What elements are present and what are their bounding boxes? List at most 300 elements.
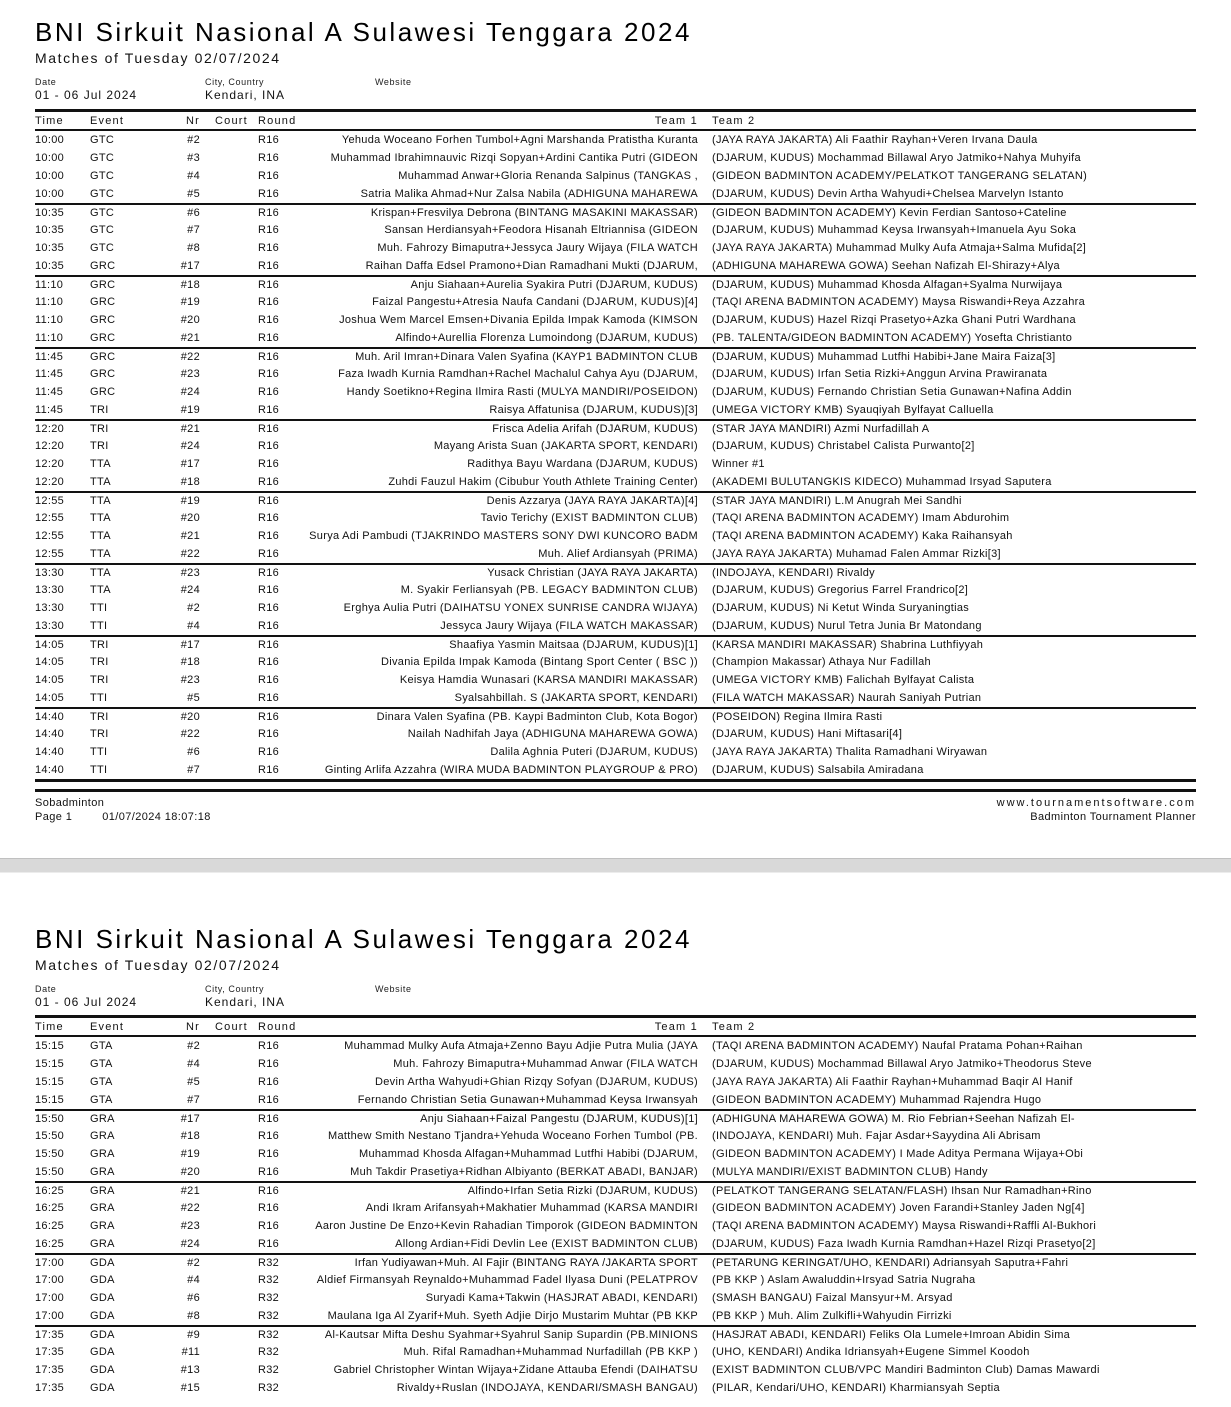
print-timestamp: 01/07/2024 18:07:18 xyxy=(102,811,211,823)
cell-team1: Nailah Nadhifah Jaya (ADHIGUNA MAHAREWA GOWA) xyxy=(407,728,698,740)
cell-round: R16 xyxy=(258,368,280,380)
cell-round: R32 xyxy=(258,1274,280,1286)
cell-match-number: #17 xyxy=(180,639,200,651)
cell-time: 16:25 xyxy=(35,1220,65,1232)
cell-team2: (DJARUM, KUDUS) Hazel Rizqi Prasetyo+Azka Ghani Putri Wardhana xyxy=(712,314,1076,326)
cell-time: 17:00 xyxy=(35,1310,65,1322)
cell-team2: (TAQI ARENA BADMINTON ACADEMY) Kaka Raihansyah xyxy=(712,530,1013,542)
match-row xyxy=(35,1253,1196,1271)
cell-match-number: #21 xyxy=(180,530,200,542)
cell-event: GDA xyxy=(90,1310,115,1322)
col-header-team1: Team 1 xyxy=(654,114,698,127)
cell-event: TTA xyxy=(90,530,111,542)
footer-separator xyxy=(35,789,1196,792)
cell-match-number: #8 xyxy=(187,1310,200,1322)
cell-team2: (DJARUM, KUDUS) Devin Artha Wahyudi+Chelsea Marvelyn Istanto xyxy=(712,188,1064,200)
cell-time: 10:35 xyxy=(35,260,65,272)
cell-time: 11:45 xyxy=(35,386,64,398)
match-row xyxy=(35,1145,1196,1163)
cell-round: R16 xyxy=(258,728,280,740)
cell-team1: Devin Artha Wahyudi+Ghian Rizqy Sofyan (DJARUM, KUDUS) xyxy=(375,1076,698,1088)
col-header-event: Event xyxy=(90,1020,125,1033)
cell-time: 13:30 xyxy=(35,567,65,579)
tournament-title: BNI Sirkuit Nasional A Sulawesi Tenggara 2024 xyxy=(35,17,692,47)
cell-time: 10:00 xyxy=(35,170,65,182)
match-row xyxy=(35,653,1196,671)
matches-date-subtitle: Matches of Tuesday 02/07/2024 xyxy=(35,957,281,973)
cell-team2: (STAR JAYA MANDIRI) L.M Anugrah Mei Sandhi xyxy=(712,495,962,507)
match-row xyxy=(35,509,1196,527)
cell-team2: (FILA WATCH MAKASSAR) Naurah Saniyah Putrian xyxy=(712,692,982,704)
cell-match-number: #24 xyxy=(180,584,200,596)
cell-event: GRC xyxy=(90,260,116,272)
cell-team1: Tavio Terichy (EXIST BADMINTON CLUB) xyxy=(480,512,698,524)
cell-team1: Gabriel Christopher Wintan Wijaya+Zidane Attauba Efendi (DAIHATSU xyxy=(333,1364,698,1376)
match-row xyxy=(35,725,1196,743)
match-row xyxy=(35,761,1196,779)
cell-round: R16 xyxy=(258,620,280,632)
match-row xyxy=(35,383,1196,401)
col-header-round: Round xyxy=(258,114,297,127)
match-row xyxy=(35,599,1196,617)
cell-team1: Handy Soetikno+Regina Ilmira Rasti (MULYA MANDIRI/POSEIDON) xyxy=(346,386,698,398)
match-row xyxy=(35,1037,1196,1055)
match-row xyxy=(35,203,1196,221)
cell-match-number: #4 xyxy=(187,1274,200,1286)
match-row xyxy=(35,293,1196,311)
cell-event: TTI xyxy=(90,746,108,758)
cell-team2: (GIDEON BADMINTON ACADEMY) Muhammad Rajendra Hugo xyxy=(712,1094,1042,1106)
match-row xyxy=(35,239,1196,257)
match-row xyxy=(35,1073,1196,1091)
cell-event: GRA xyxy=(90,1130,115,1142)
col-header-team2: Team 2 xyxy=(712,114,756,127)
match-row xyxy=(35,365,1196,383)
match-table xyxy=(35,1015,1196,1397)
cell-match-number: #22 xyxy=(180,728,200,740)
match-row xyxy=(35,1163,1196,1181)
cell-match-number: #9 xyxy=(187,1329,200,1341)
cell-team2: (DJARUM, KUDUS) Irfan Setia Rizki+Anggun Arvina Prawiranata xyxy=(712,368,1048,380)
cell-round: R16 xyxy=(258,188,280,200)
city-country-label: City, Country xyxy=(205,984,265,994)
cell-round: R16 xyxy=(258,314,280,326)
cell-round: R32 xyxy=(258,1310,280,1322)
cell-team2: (PB KKP ) Aslam Awaluddin+Irsyad Satria Nugraha xyxy=(712,1274,976,1286)
match-row xyxy=(35,221,1196,239)
cell-event: GDA xyxy=(90,1364,115,1376)
cell-time: 12:55 xyxy=(35,495,65,507)
cell-team2: (DJARUM, KUDUS) Nurul Tetra Junia Br Matondang xyxy=(712,620,982,632)
cell-match-number: #21 xyxy=(180,1185,200,1197)
cell-time: 14:40 xyxy=(35,711,65,723)
cell-team1: Krispan+Fresvilya Debrona (BINTANG MASAKINI MAKASSAR) xyxy=(370,207,698,219)
cell-match-number: #6 xyxy=(187,1292,200,1304)
match-row xyxy=(35,1271,1196,1289)
cell-time: 12:20 xyxy=(35,423,65,435)
cell-event: GRC xyxy=(90,368,116,380)
cell-time: 14:05 xyxy=(35,674,65,686)
cell-match-number: #4 xyxy=(187,170,200,182)
cell-time: 17:35 xyxy=(35,1329,65,1341)
match-row xyxy=(35,1109,1196,1127)
cell-event: GTA xyxy=(90,1040,113,1052)
cell-round: R16 xyxy=(258,674,280,686)
cell-match-number: #5 xyxy=(187,188,200,200)
cell-time: 12:55 xyxy=(35,512,65,524)
cell-time: 13:30 xyxy=(35,584,65,596)
cell-time: 17:35 xyxy=(35,1364,65,1376)
cell-event: GTA xyxy=(90,1076,113,1088)
cell-round: R16 xyxy=(258,386,280,398)
cell-team1: Raisya Affatunisa (DJARUM, KUDUS)[3] xyxy=(489,404,698,416)
cell-team1: Satria Malika Ahmad+Nur Zalsa Nabila (ADHIGUNA MAHAREWA xyxy=(360,188,698,200)
cell-time: 12:55 xyxy=(35,548,65,560)
cell-team2: (JAYA RAYA JAKARTA) Thalita Ramadhani Wiryawan xyxy=(712,746,988,758)
match-row xyxy=(35,1091,1196,1109)
match-row xyxy=(35,1055,1196,1073)
cell-team2: (DJARUM, KUDUS) Salsabila Amiradana xyxy=(712,764,924,776)
cell-team2: (HASJRAT ABADI, KENDARI) Feliks Ola Lumele+Imroan Abidin Sima xyxy=(712,1329,1071,1341)
cell-round: R32 xyxy=(258,1257,280,1269)
cell-team2: (PB KKP ) Muh. Alim Zulkifli+Wahyudin Firrizki xyxy=(712,1310,952,1322)
info-website xyxy=(375,984,1196,1009)
match-row xyxy=(35,311,1196,329)
cell-round: R16 xyxy=(258,692,280,704)
cell-team1: Alfindo+Aurellia Florenza Lumoindong (DJARUM, KUDUS) xyxy=(395,332,698,344)
cell-round: R16 xyxy=(258,656,280,668)
cell-round: R16 xyxy=(258,458,280,470)
cell-team2: (PELATKOT TANGERANG SELATAN/FLASH) Ihsan Nur Ramadhan+Rino xyxy=(712,1185,1092,1197)
cell-team2: Winner #1 xyxy=(712,458,765,470)
cell-event: TRI xyxy=(90,440,109,452)
website-label: Website xyxy=(375,984,412,994)
cell-team2: (Champion Makassar) Athaya Nur Fadillah xyxy=(712,656,931,668)
match-row xyxy=(35,527,1196,545)
info-website xyxy=(375,77,1196,102)
cell-match-number: #22 xyxy=(180,548,200,560)
col-header-team2: Team 2 xyxy=(712,1020,756,1033)
match-row xyxy=(35,1217,1196,1235)
cell-match-number: #24 xyxy=(180,1238,200,1250)
cell-match-number: #3 xyxy=(187,152,200,164)
cell-team2: (DJARUM, KUDUS) Mochammad Billawal Aryo Jatmiko+Nahya Muhyifa xyxy=(712,152,1081,164)
cell-team1: Anju Siahaan+Aurelia Syakira Putri (DJARUM, KUDUS) xyxy=(410,279,698,291)
cell-round: R32 xyxy=(258,1329,280,1341)
cell-time: 12:55 xyxy=(35,530,65,542)
match-table-header xyxy=(35,112,1196,131)
cell-round: R16 xyxy=(258,530,280,542)
cell-team1: Yehuda Woceano Forhen Tumbol+Agni Marshanda Pratistha Kuranta xyxy=(341,134,698,146)
cell-time: 15:50 xyxy=(35,1148,65,1160)
cell-match-number: #18 xyxy=(180,1130,200,1142)
cell-event: GRC xyxy=(90,296,116,308)
cell-round: R16 xyxy=(258,711,280,723)
cell-match-number: #18 xyxy=(180,476,200,488)
cell-team2: (UHO, KENDARI) Andika Idriansyah+Eugene Simmel Koodoh xyxy=(712,1346,1030,1358)
cell-team2: (STAR JAYA MANDIRI) Azmi Nurfadillah A xyxy=(712,423,930,435)
cell-match-number: #7 xyxy=(187,1094,200,1106)
matches-date-subtitle: Matches of Tuesday 02/07/2024 xyxy=(35,50,281,66)
cell-event: GTC xyxy=(90,242,115,254)
cell-team1: Frisca Adelia Arifah (DJARUM, KUDUS) xyxy=(492,423,698,435)
cell-team2: (DJARUM, KUDUS) Muhammad Keysa Irwansyah+Imanuela Ayu Soka xyxy=(712,224,1077,236)
cell-event: GTC xyxy=(90,224,115,236)
col-header-nr: Nr xyxy=(185,1020,200,1033)
software-name: Badminton Tournament Planner xyxy=(1030,811,1196,823)
cell-round: R16 xyxy=(258,584,280,596)
match-row xyxy=(35,1325,1196,1343)
cell-team1: Anju Siahaan+Faizal Pangestu (DJARUM, KUDUS)[1] xyxy=(420,1113,698,1125)
match-row xyxy=(35,491,1196,509)
cell-event: GRA xyxy=(90,1148,115,1160)
cell-round: R16 xyxy=(258,602,280,614)
page-separator-band xyxy=(0,858,1231,873)
match-row xyxy=(35,275,1196,293)
cell-event: TTA xyxy=(90,584,111,596)
cell-time: 17:00 xyxy=(35,1257,65,1269)
match-row xyxy=(35,1235,1196,1253)
match-row xyxy=(35,329,1196,347)
cell-team2: (PETARUNG KERINGAT/UHO, KENDARI) Adriansyah Saputra+Fahri xyxy=(712,1257,1069,1269)
match-row xyxy=(35,671,1196,689)
cell-team1: Ginting Arlifa Azzahra (WIRA MUDA BADMINTON PLAYGROUP & PRO) xyxy=(324,764,698,776)
cell-team1: Jessyca Jaury Wijaya (FILA WATCH MAKASSAR) xyxy=(440,620,698,632)
cell-event: TRI xyxy=(90,423,109,435)
cell-team1: Divania Epilda Impak Kamoda (Bintang Sport Center ( BSC )) xyxy=(381,656,698,668)
cell-team1: Denis Azzarya (JAYA RAYA JAKARTA)[4] xyxy=(486,495,698,507)
cell-team2: (DJARUM, KUDUS) Hani Miftasari[4] xyxy=(712,728,903,740)
cell-round: R32 xyxy=(258,1364,280,1376)
cell-team2: (DJARUM, KUDUS) Ni Ketut Winda Suryaningtias xyxy=(712,602,970,614)
cell-round: R16 xyxy=(258,296,280,308)
match-row xyxy=(35,1343,1196,1361)
cell-match-number: #21 xyxy=(180,423,200,435)
col-header-round: Round xyxy=(258,1020,297,1033)
cell-time: 12:20 xyxy=(35,476,65,488)
cell-event: GRA xyxy=(90,1220,115,1232)
footer-right xyxy=(997,796,1196,824)
city-country-value: Kendari, INA xyxy=(205,995,286,1009)
cell-team1: Shaafiya Yasmin Maitsaa (DJARUM, KUDUS)[1] xyxy=(449,639,698,651)
cell-match-number: #4 xyxy=(187,620,200,632)
match-row xyxy=(35,1361,1196,1379)
cell-round: R16 xyxy=(258,512,280,524)
date-value: 01 - 06 Jul 2024 xyxy=(35,995,138,1009)
col-header-time: Time xyxy=(35,1020,64,1033)
match-row xyxy=(35,401,1196,419)
software-website: www.tournamentsoftware.com xyxy=(996,797,1196,809)
cell-event: GTC xyxy=(90,134,115,146)
cell-match-number: #2 xyxy=(187,1040,200,1052)
cell-time: 15:50 xyxy=(35,1166,65,1178)
cell-event: TTI xyxy=(90,602,108,614)
cell-team2: (DJARUM, KUDUS) Muhammad Lutfhi Habibi+Jane Maira Faiza[3] xyxy=(712,351,1056,363)
cell-team1: Faizal Pangestu+Atresia Naufa Candani (DJARUM, KUDUS)[4] xyxy=(372,296,698,308)
cell-match-number: #24 xyxy=(180,386,200,398)
match-row xyxy=(35,437,1196,455)
cell-time: 11:45 xyxy=(35,404,64,416)
cell-event: GTC xyxy=(90,188,115,200)
cell-team2: (ADHIGUNA MAHAREWA GOWA) Seehan Nafizah El-Shirazy+Alya xyxy=(712,260,1060,272)
match-row xyxy=(35,563,1196,581)
cell-event: TRI xyxy=(90,656,109,668)
cell-event: GDA xyxy=(90,1274,115,1286)
cell-team1: Muh. Rifal Ramadhan+Muhammad Nurfadillah (PB KKP ) xyxy=(403,1346,698,1358)
cell-round: R16 xyxy=(258,1058,280,1070)
cell-time: 13:30 xyxy=(35,620,65,632)
cell-event: GRC xyxy=(90,351,116,363)
cell-team1: Muh Takdir Prasetiya+Ridhan Albiyanto (BERKAT ABADI, BANJAR) xyxy=(350,1166,698,1178)
cell-event: TRI xyxy=(90,711,109,723)
cell-event: GTA xyxy=(90,1058,113,1070)
cell-time: 15:15 xyxy=(35,1076,65,1088)
cell-team2: (MULYA MANDIRI/EXIST BADMINTON CLUB) Handy xyxy=(712,1166,988,1178)
cell-team2: (DJARUM, KUDUS) Mochammad Billawal Aryo Jatmiko+Theodorus Steve xyxy=(712,1058,1092,1070)
match-table xyxy=(35,109,1196,782)
cell-match-number: #21 xyxy=(180,332,200,344)
cell-team1: Faza Iwadh Kurnia Ramdhan+Rachel Machalul Cahya Ayu (DJARUM, xyxy=(338,368,698,380)
cell-match-number: #23 xyxy=(180,674,200,686)
cell-team1: Syalsahbillah. S (JAKARTA SPORT, KENDARI) xyxy=(454,692,698,704)
cell-team1: Mayang Arista Suan (JAKARTA SPORT, KENDARI) xyxy=(433,440,698,452)
cell-match-number: #23 xyxy=(180,567,200,579)
cell-match-number: #19 xyxy=(180,296,200,308)
cell-team2: (TAQI ARENA BADMINTON ACADEMY) Naufal Pratama Pohan+Raihan xyxy=(712,1040,1083,1052)
cell-team1: Maulana Iga Al Zyarif+Muh. Syeth Adjie Dirjo Mustarim Muhtar (PB KKP xyxy=(327,1310,698,1322)
cell-team1: Muhammad Anwar+Gloria Renanda Salpinus (TANGKAS , xyxy=(398,170,698,182)
cell-round: R16 xyxy=(258,548,280,560)
cell-match-number: #19 xyxy=(180,495,200,507)
cell-match-number: #7 xyxy=(187,764,200,776)
cell-match-number: #15 xyxy=(180,1382,200,1394)
cell-team2: (INDOJAYA, KENDARI) Muh. Fajar Asdar+Sayydina Ali Abrisam xyxy=(712,1130,1041,1142)
cell-round: R16 xyxy=(258,1148,280,1160)
cell-match-number: #4 xyxy=(187,1058,200,1070)
cell-match-number: #7 xyxy=(187,224,200,236)
cell-match-number: #20 xyxy=(180,1166,200,1178)
cell-team1: Raihan Daffa Edsel Pramono+Dian Ramadhani Mukti (DJARUM, xyxy=(365,260,698,272)
cell-team1: Muhammad Mulky Aufa Atmaja+Zenno Bayu Adjie Putra Mulia (JAYA xyxy=(344,1040,698,1052)
cell-round: R16 xyxy=(258,1185,280,1197)
tournament-info-row xyxy=(35,984,1196,1009)
cell-round: R16 xyxy=(258,423,280,435)
info-date xyxy=(35,77,205,102)
cell-round: R16 xyxy=(258,260,280,272)
cell-round: R16 xyxy=(258,170,280,182)
cell-match-number: #20 xyxy=(180,314,200,326)
col-header-court: Court xyxy=(215,1020,248,1033)
cell-team2: (INDOJAYA, KENDARI) Rivaldy xyxy=(712,567,875,579)
cell-event: GDA xyxy=(90,1382,115,1394)
cell-time: 11:10 xyxy=(35,332,64,344)
cell-team2: (PILAR, Kendari/UHO, KENDARI) Kharmiansyah Septia xyxy=(712,1382,1000,1394)
cell-team1: Muh. Fahrozy Bimaputra+Jessyca Jaury Wijaya (FILA WATCH xyxy=(377,242,698,254)
cell-round: R16 xyxy=(258,332,280,344)
page-footer xyxy=(35,796,1196,824)
match-row xyxy=(35,419,1196,437)
cell-match-number: #20 xyxy=(180,711,200,723)
website-label: Website xyxy=(375,77,412,87)
city-country-label: City, Country xyxy=(205,77,265,87)
cell-round: R16 xyxy=(258,404,280,416)
cell-time: 10:00 xyxy=(35,188,65,200)
cell-event: TRI xyxy=(90,404,109,416)
match-row xyxy=(35,635,1196,653)
cell-team1: Alfindo+Irfan Setia Rizki (DJARUM, KUDUS) xyxy=(467,1185,698,1197)
match-row xyxy=(35,743,1196,761)
cell-event: GRC xyxy=(90,386,116,398)
cell-event: TTI xyxy=(90,692,108,704)
match-row xyxy=(35,167,1196,185)
cell-event: TTA xyxy=(90,476,111,488)
cell-team1: Dalila Aghnia Puteri (DJARUM, KUDUS) xyxy=(490,746,698,758)
col-header-court: Court xyxy=(215,114,248,127)
cell-match-number: #2 xyxy=(187,134,200,146)
cell-team2: (ADHIGUNA MAHAREWA GOWA) M. Rio Febrian+Seehan Nafizah El- xyxy=(712,1113,1075,1125)
cell-event: TRI xyxy=(90,674,109,686)
cell-time: 17:35 xyxy=(35,1346,65,1358)
cell-event: TTI xyxy=(90,620,108,632)
cell-time: 10:00 xyxy=(35,134,65,146)
cell-team2: (AKADEMI BULUTANGKIS KIDECO) Muhammad Irsyad Saputera xyxy=(712,476,1052,488)
cell-team1: Irfan Yudiyawan+Muh. Al Fajir (BINTANG RAYA /JAKARTA SPORT xyxy=(354,1257,698,1269)
cell-time: 15:50 xyxy=(35,1113,65,1125)
cell-event: TTI xyxy=(90,764,108,776)
cell-team1: Radithya Bayu Wardana (DJARUM, KUDUS) xyxy=(467,458,698,470)
cell-time: 15:15 xyxy=(35,1040,65,1052)
cell-match-number: #5 xyxy=(187,692,200,704)
cell-team1: Yusack Christian (JAYA RAYA JAKARTA) xyxy=(487,567,698,579)
cell-time: 14:05 xyxy=(35,692,65,704)
cell-team2: (GIDEON BADMINTON ACADEMY/PELATKOT TANGERANG SELATAN) xyxy=(712,170,1088,182)
cell-time: 11:45 xyxy=(35,368,64,380)
cell-team2: (DJARUM, KUDUS) Christabel Calista Purwanto[2] xyxy=(712,440,975,452)
match-row xyxy=(35,617,1196,635)
cell-event: GRA xyxy=(90,1113,115,1125)
cell-time: 10:00 xyxy=(35,152,65,164)
cell-team1: Muh. Fahrozy Bimaputra+Muhammad Anwar (FILA WATCH xyxy=(393,1058,698,1070)
match-row xyxy=(35,185,1196,203)
cell-team1: Fernando Christian Setia Gunawan+Muhammad Keysa Irwansyah xyxy=(357,1094,698,1106)
cell-match-number: #2 xyxy=(187,1257,200,1269)
cell-team2: (JAYA RAYA JAKARTA) Muhamad Falen Ammar Rizki[3] xyxy=(712,548,1001,560)
cell-event: GDA xyxy=(90,1257,115,1269)
cell-team2: (TAQI ARENA BADMINTON ACADEMY) Maysa Riswandi+Raffli Al-Bukhori xyxy=(712,1220,1097,1232)
cell-match-number: #17 xyxy=(180,1113,200,1125)
cell-event: TTA xyxy=(90,567,111,579)
cell-time: 13:30 xyxy=(35,602,65,614)
cell-team1: Sansan Herdiansyah+Feodora Hisanah Eltriannisa (GIDEON xyxy=(384,224,698,236)
col-header-time: Time xyxy=(35,114,64,127)
cell-team1: Aaron Justine De Enzo+Kevin Rahadian Timporok (GIDEON BADMINTON xyxy=(315,1220,698,1232)
match-row xyxy=(35,473,1196,491)
cell-event: TTA xyxy=(90,548,111,560)
cell-team2: (JAYA RAYA JAKARTA) Muhammad Mulky Aufa Atmaja+Salma Mufida[2] xyxy=(712,242,1087,254)
cell-round: R16 xyxy=(258,1094,280,1106)
cell-match-number: #11 xyxy=(181,1346,200,1358)
cell-event: GRA xyxy=(90,1238,115,1250)
cell-time: 14:05 xyxy=(35,639,65,651)
cell-event: GTC xyxy=(90,207,115,219)
cell-match-number: #22 xyxy=(180,351,200,363)
cell-team2: (EXIST BADMINTON CLUB/VPC Mandiri Badminton Club) Damas Mawardi xyxy=(712,1364,1100,1376)
cell-round: R32 xyxy=(258,1292,280,1304)
match-row xyxy=(35,1289,1196,1307)
cell-team2: (DJARUM, KUDUS) Fernando Christian Setia Gunawan+Nafina Addin xyxy=(712,386,1072,398)
cell-match-number: #20 xyxy=(180,512,200,524)
cell-round: R32 xyxy=(258,1382,280,1394)
